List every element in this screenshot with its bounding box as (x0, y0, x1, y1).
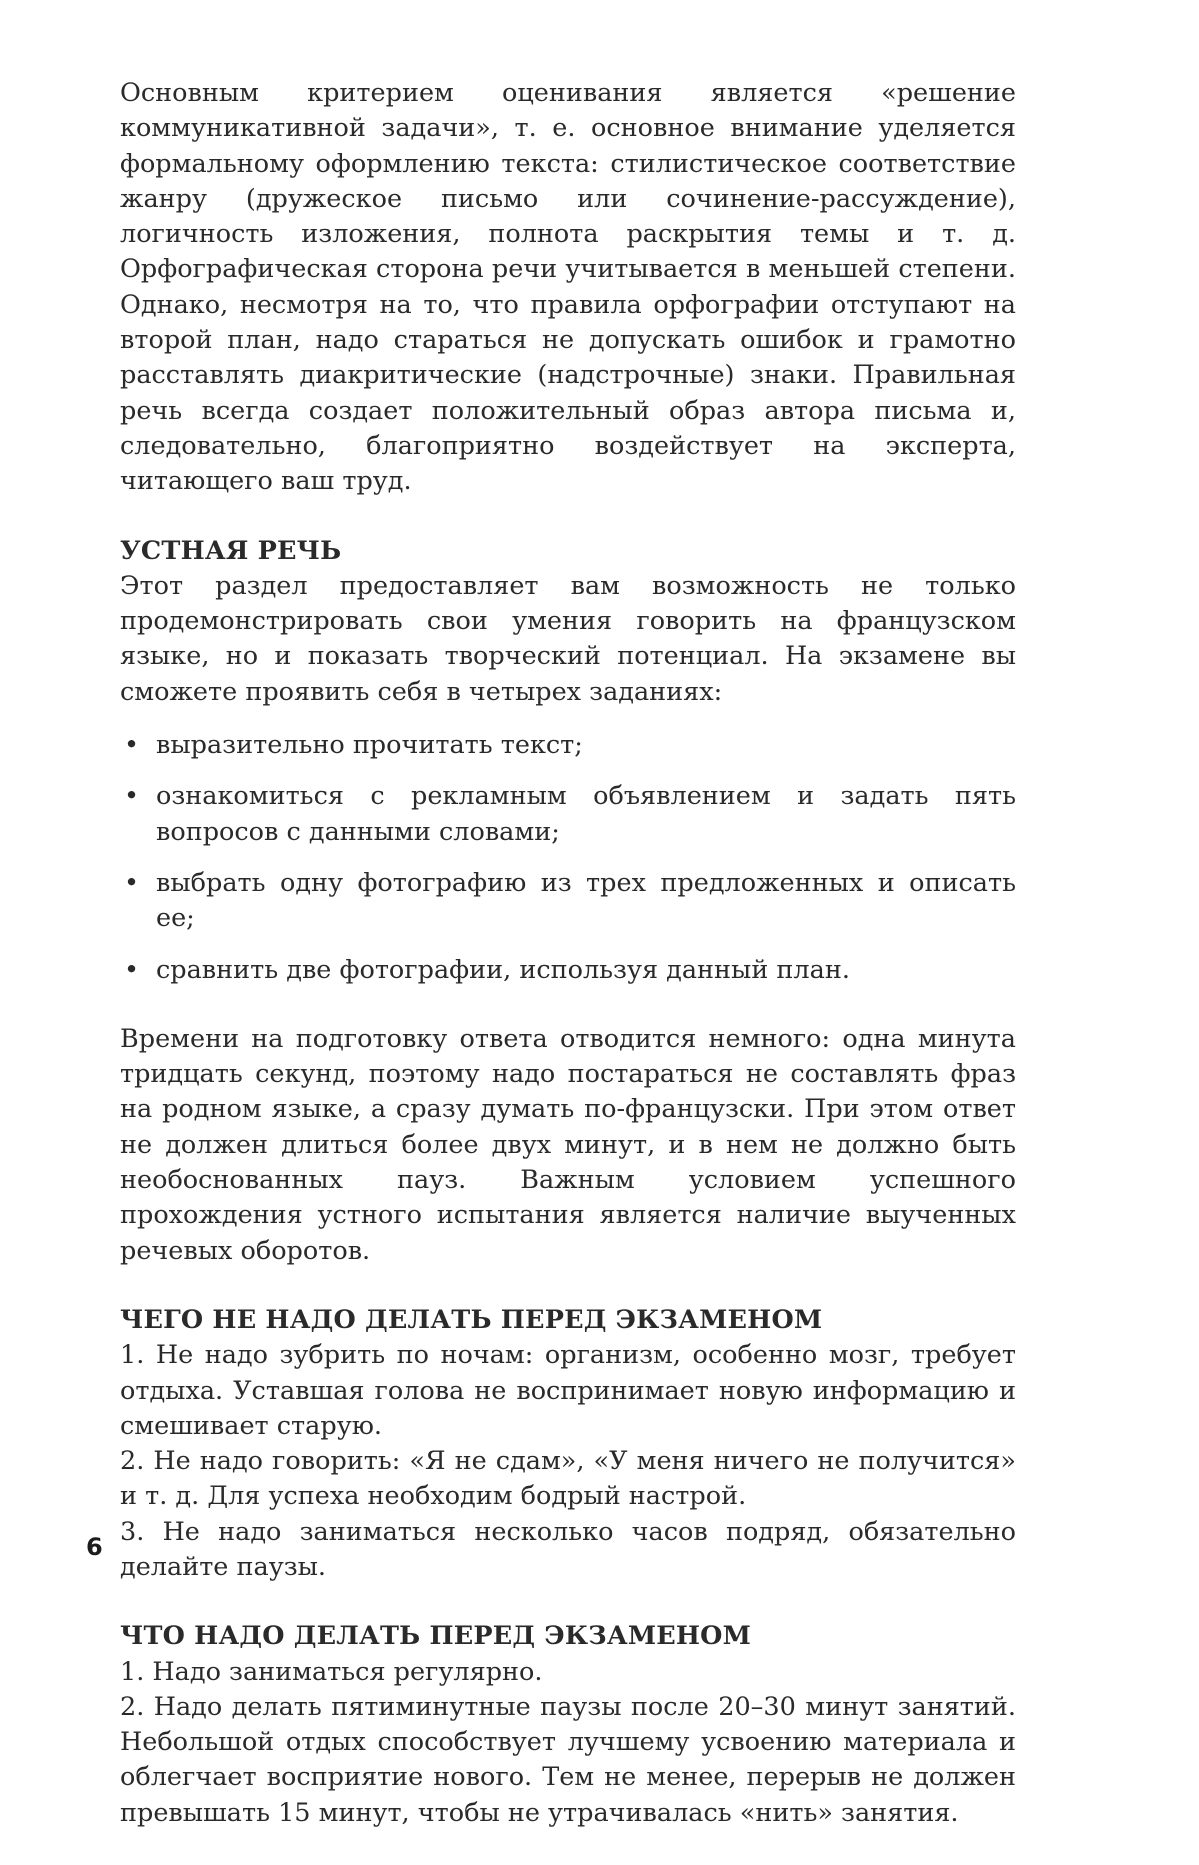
list-item: 2. Надо делать пятиминутные паузы после 20–30 минут занятий. Небольшой отдых способствует лучшему усвоению материала и облегчает восприятие нового. Тем не менее, перерыв не должен превышать 15 минут, чтобы не утрачивалась «нить» занятия. (120, 1691, 1016, 1828)
oral-intro: Этот раздел предоставляет вам возможность не только продемонстрировать свои умения говорить на французском языке, но и показать творческий потенциал. На экзамене вы сможете проявить себя в четырех заданиях: (120, 570, 1016, 707)
bullet-icon: • (124, 867, 140, 898)
intro-paragraph: Основным критерием оценивания является «решение коммуникативной задачи», т. е. основное внимание уделяется формальному оформлению текста: стилистическое соответствие жанру (дружеское письмо или сочинение-рассуждение), логичность изложения, полнота раскрытия темы и т. д. Орфографическая сторона речи учитывается в меньшей степени. Однако, несмотря на то, что правила орфографии отступают на второй план, надо стараться не допускать ошибок и грамотно расставлять диакритические (надстрочные) знаки. Правильная речь всегда создает положительный образ автора письма и, следовательно, благоприятно воздействует на эксперта, читающего ваш труд. (120, 78, 1016, 497)
list-item: 3. Не надо заниматься несколько часов подряд, обязательно делайте паузы. (120, 1516, 1016, 1582)
list-item-text: выразительно прочитать текст; (156, 730, 583, 761)
time-paragraph: Времени на подготовку ответа отводится немного: одна минута тридцать секунд, поэтому надо постараться не составлять фраз на родном языке, а сразу думать по-французски. При этом ответ не должен длиться более двух минут, и в нем не должно быть необоснованных пауз. Важным условием успешного прохождения устного испытания является наличие выученных речевых оборотов. (120, 1023, 1016, 1266)
oral-section (120, 534, 1016, 988)
bullet-icon: • (124, 954, 140, 985)
bullet-icon: • (124, 781, 140, 812)
list-item: 1. Не надо зубрить по ночам: организм, особенно мозг, требует отдыха. Уставшая голова не воспринимает новую информацию и смешивает старую. (120, 1340, 1016, 1441)
list-item: 2. Не надо говорить: «Я не сдам», «У меня ничего не получится» и т. д. Для успеха необходим бодрый настрой. (120, 1446, 1016, 1512)
page-content (120, 76, 1016, 1865)
page-number: 6 (86, 1533, 103, 1561)
list-item-text: ознакомиться с рекламным объявлением и задать пять вопросов с данными словами; (156, 781, 1016, 847)
bullet-icon: • (124, 730, 140, 761)
list-item-text: выбрать одну фотографию из трех предложенных и описать ее; (156, 867, 1016, 934)
list-item-text: сравнить две фотографии, используя данный план. (156, 954, 850, 985)
do-heading: ЧТО НАДО ДЕЛАТЬ ПЕРЕД ЭКЗАМЕНОМ (120, 1621, 752, 1652)
oral-heading: УСТНАЯ РЕЧЬ (120, 535, 342, 566)
intro-section (120, 76, 1016, 500)
list-item (120, 866, 1016, 937)
list-item: 1. Надо заниматься регулярно. (120, 1656, 543, 1687)
list-item (120, 953, 1016, 988)
dont-heading: ЧЕГО НЕ НАДО ДЕЛАТЬ ПЕРЕД ЭКЗАМЕНОМ (120, 1304, 823, 1335)
dont-section (120, 1303, 1016, 1585)
list-item (120, 779, 1016, 850)
do-section (120, 1619, 1016, 1831)
time-section (120, 1008, 1016, 1269)
list-item (120, 728, 1016, 763)
oral-task-list (120, 728, 1016, 988)
